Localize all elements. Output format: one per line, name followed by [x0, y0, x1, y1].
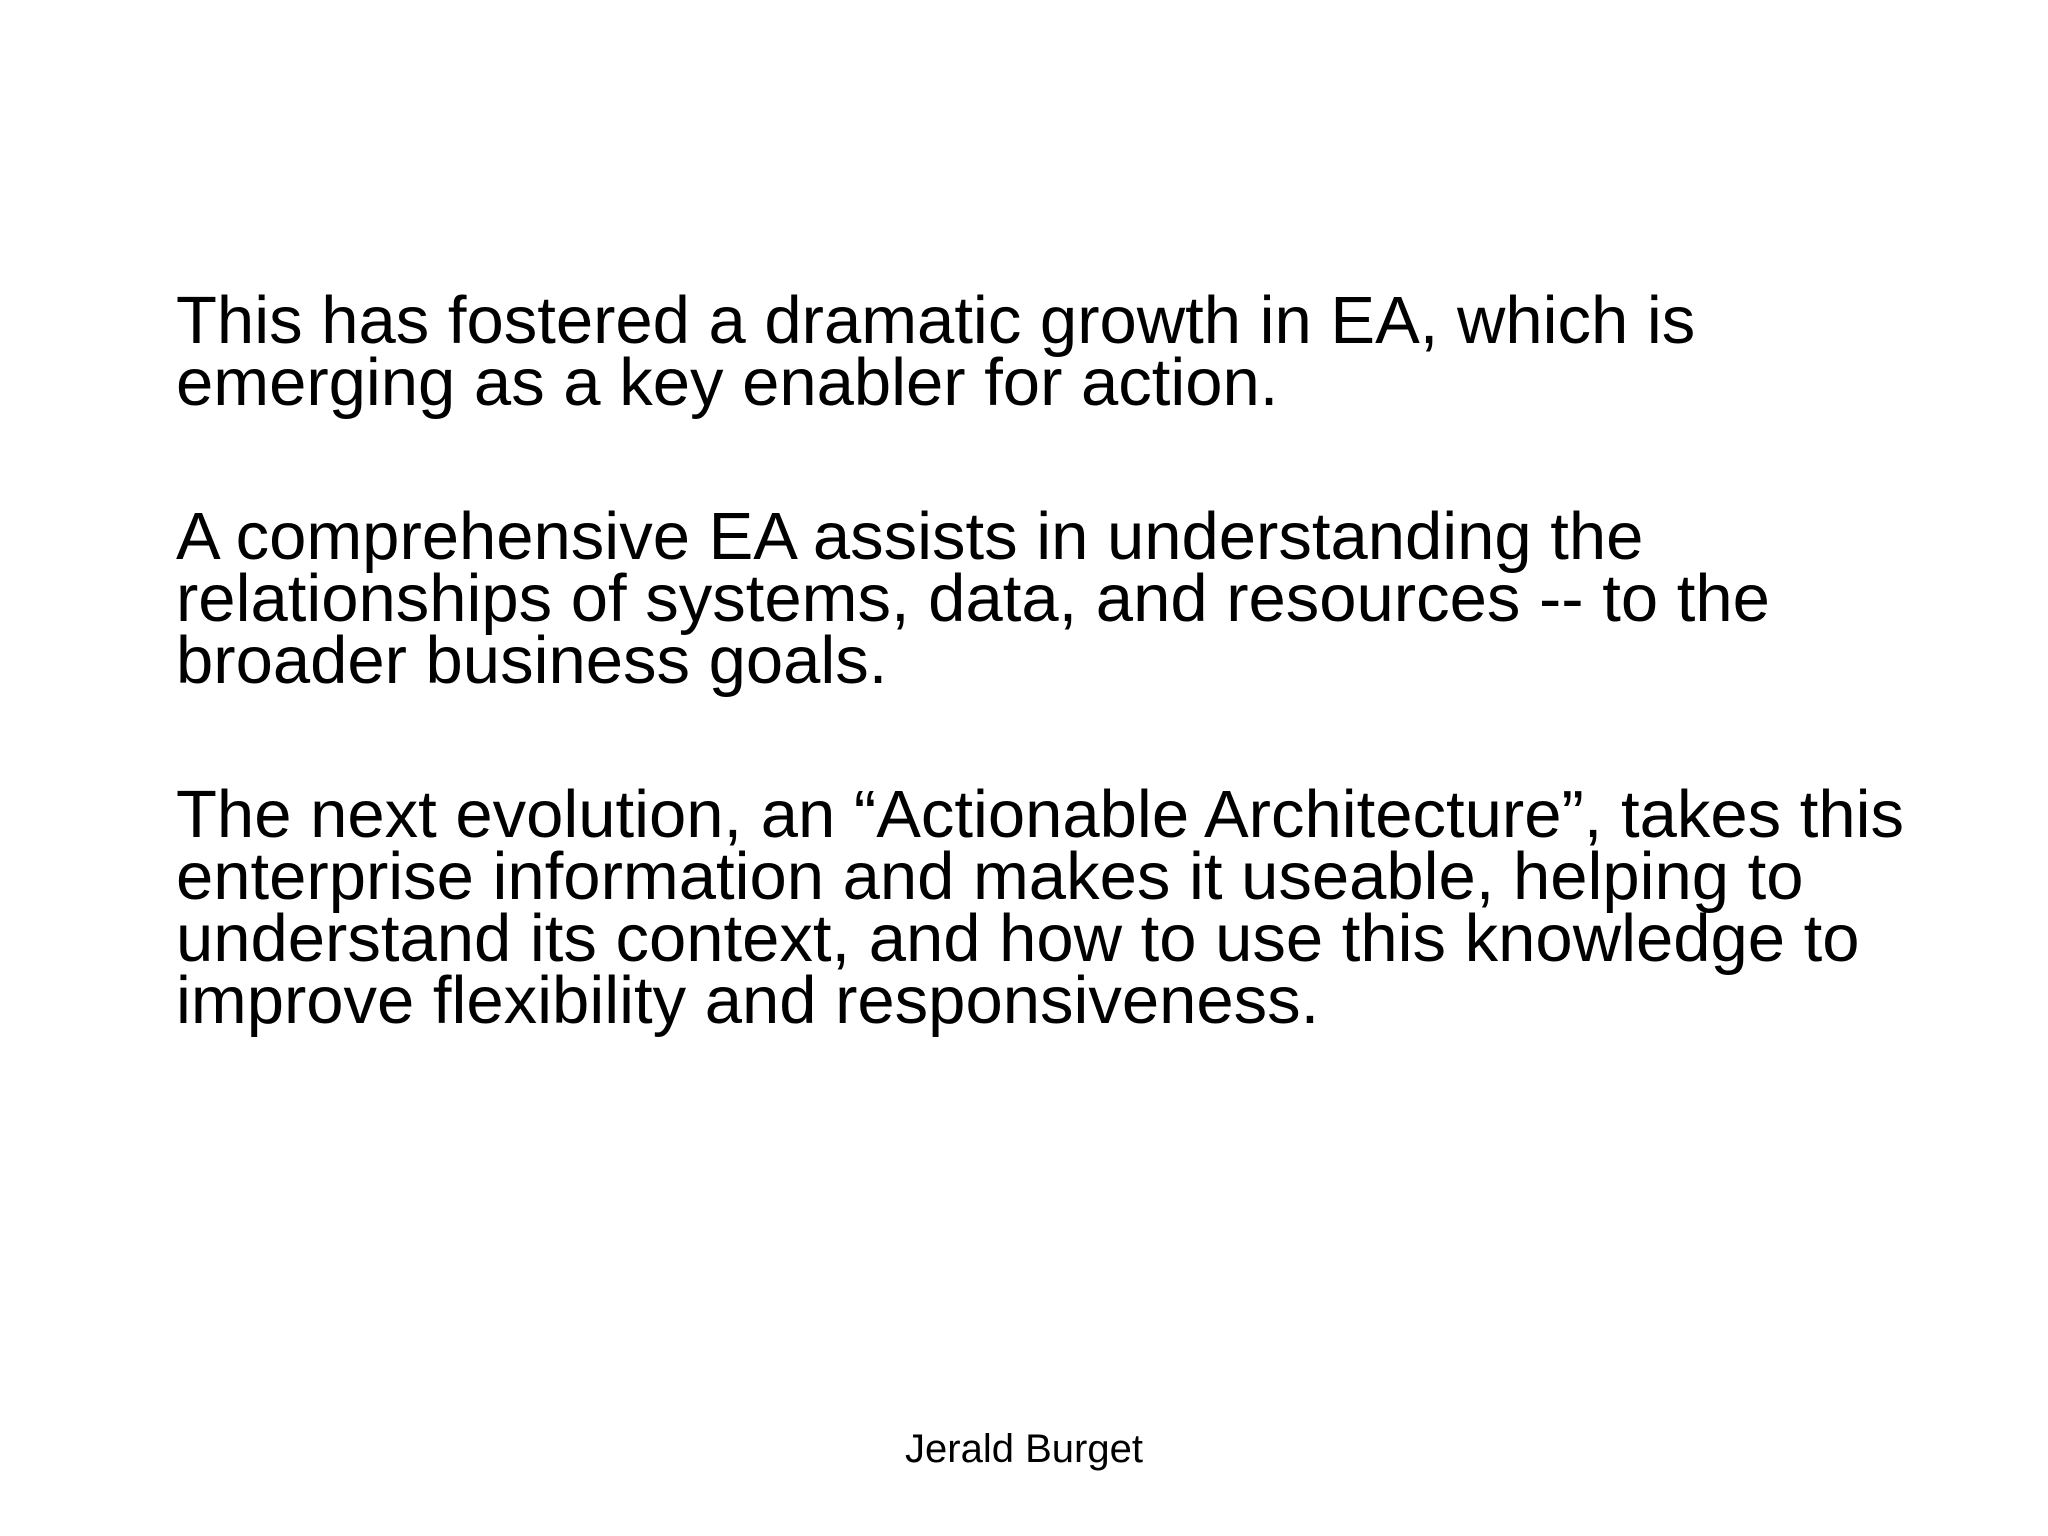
text-line: enterprise information and makes it useable, helping to: [176, 839, 1804, 914]
text-line: The next evolution, an “Actionable Architecture”, takes this: [176, 777, 1905, 852]
slide-body: [176, 283, 1976, 1038]
text-line: understand its context, and how to use this knowledge to: [176, 901, 1860, 976]
text-line: improve flexibility and responsiveness.: [176, 963, 1320, 1038]
text-line: This has fostered a dramatic growth in EA, which is: [176, 283, 1696, 358]
paragraph-ea-growth: [176, 283, 1976, 420]
paragraph-actionable-architecture: [176, 777, 1976, 1038]
text-line: broader business goals.: [176, 623, 888, 698]
paragraph-comprehensive-ea: [176, 499, 1976, 698]
footer-author: Jerald Burget: [905, 1427, 1143, 1471]
text-line: emerging as a key enabler for action.: [176, 345, 1279, 420]
text-line: relationships of systems, data, and resources -- to the: [176, 561, 1770, 636]
text-line: A comprehensive EA assists in understanding the: [176, 499, 1644, 574]
